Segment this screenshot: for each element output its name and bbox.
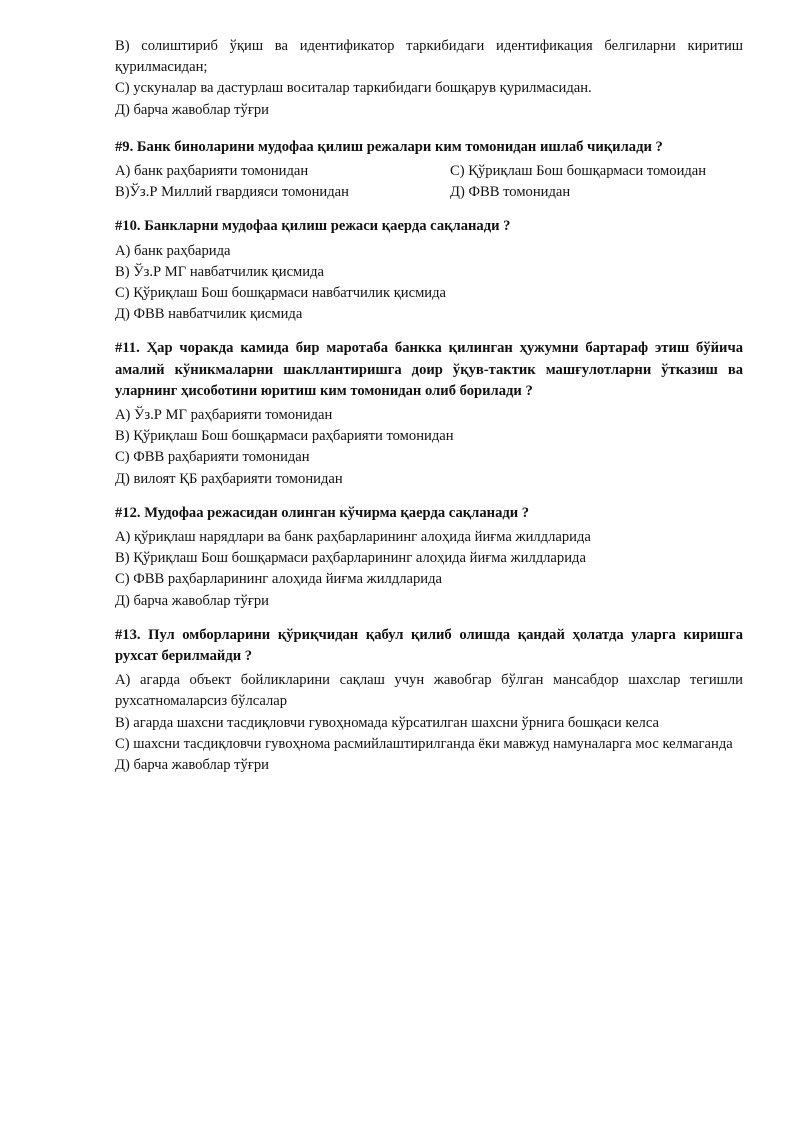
answer-b: B) солиштириб ўқиш ва идентификатор таркибидаги идентификация белгиларни киритиш қурилмасидан; [115,38,743,76]
answer-b: B) Қўриқлаш Бош бошқармаси раҳбарларининг алоҳида йиғма жилдларида [115,550,586,567]
answer-c: C) ускуналар ва дастурлаш воситалар таркибидаги бошқарув қурилмасидан. [115,80,592,97]
answer-a: A) банк раҳбарида [115,242,231,259]
answer-c: C) Қўриқлаш Бош бошқармаси навбатчилик қисмида [115,285,447,302]
question-9-text: #9. Банк биноларини мудофаа қилиш режалари ким томонидан ишлаб чиқилади ? [115,138,663,155]
answer-b: B) Қўриқлаш Бош бошқармаси раҳбарияти томонидан [115,428,454,445]
answer-a: A) қўриқлаш нарядлари ва банк раҳбарларининг алоҳида йиғма жилдларида [115,529,591,546]
question-11-text: #11. Ҳар чоракда камида бир маротаба банкка қилинган ҳужумни бартараф этиш бўйича амалий кўникмаларни шакллантиришга доир ўқув-тактик машғулотларни ўтказиш ва уларнинг ҳисоботини юритиш ким томонидан олиб борилади ? [115,340,743,399]
answer-c: C) ФВВ раҳбарияти томонидан [115,449,310,466]
answer-d: Д) барча жавоблар тўғри [115,757,269,774]
answer-c: C) шахсни тасдиқловчи гувоҳнома расмийлаштирилганда ёки мавжуд намуналарга мос келмаганда [115,735,733,752]
question-12-text: #12. Мудофаа режасидан олинган кўчирма қаерда сақланади ? [115,504,530,521]
answer-b: B) агарда шахсни тасдиқловчи гувоҳномада кўрсатилган шахсни ўрнига бошқаси келса [115,714,659,731]
question-11 [115,338,743,489]
document-page [115,36,743,776]
answer-c: C) Қўриқлаш Бош бошқармаси томоидан [450,163,707,180]
answer-c: C) ФВВ раҳбарларининг алоҳида йиғма жилдларида [115,571,442,588]
answer-d: Д) вилоят ҚБ раҳбарияти томонидан [115,470,343,487]
carry-over-answers [115,36,743,121]
answer-d: Д) барча жавоблар тўғри [115,101,269,118]
question-9-answers [115,161,743,203]
answer-a: A) агарда объект бойликларини сақлаш учун жавобгар бўлган мансабдор шахслар тегишли рухсатномаларсиз бўлсалар [115,672,743,710]
answer-a: A) Ўз.Р МГ раҳбарияти томонидан [115,407,333,424]
question-13 [115,625,743,776]
question-12 [115,503,743,612]
answer-d: Д) барча жавоблар тўғри [115,592,269,609]
question-10-text: #10. Банкларни мудофаа қилиш режаси қаерда сақланади ? [115,218,511,235]
answer-b: B) Ўз.Р МГ навбатчилик қисмида [115,263,325,280]
question-9 [115,137,743,204]
answer-b: B)Ўз.Р Миллий гвардияси томонидан [115,184,349,201]
answer-a: A) банк раҳбарияти томонидан [115,163,309,180]
question-13-text: #13. Пул омборларини қўриқчидан қабул қилиб олишда қандай ҳолатда уларга киришга рухсат берилмайди ? [115,626,743,665]
question-10 [115,216,743,325]
answer-d: Д) ФВВ томонидан [450,184,571,201]
answer-d: Д) ФВВ навбатчилик қисмида [115,306,303,323]
